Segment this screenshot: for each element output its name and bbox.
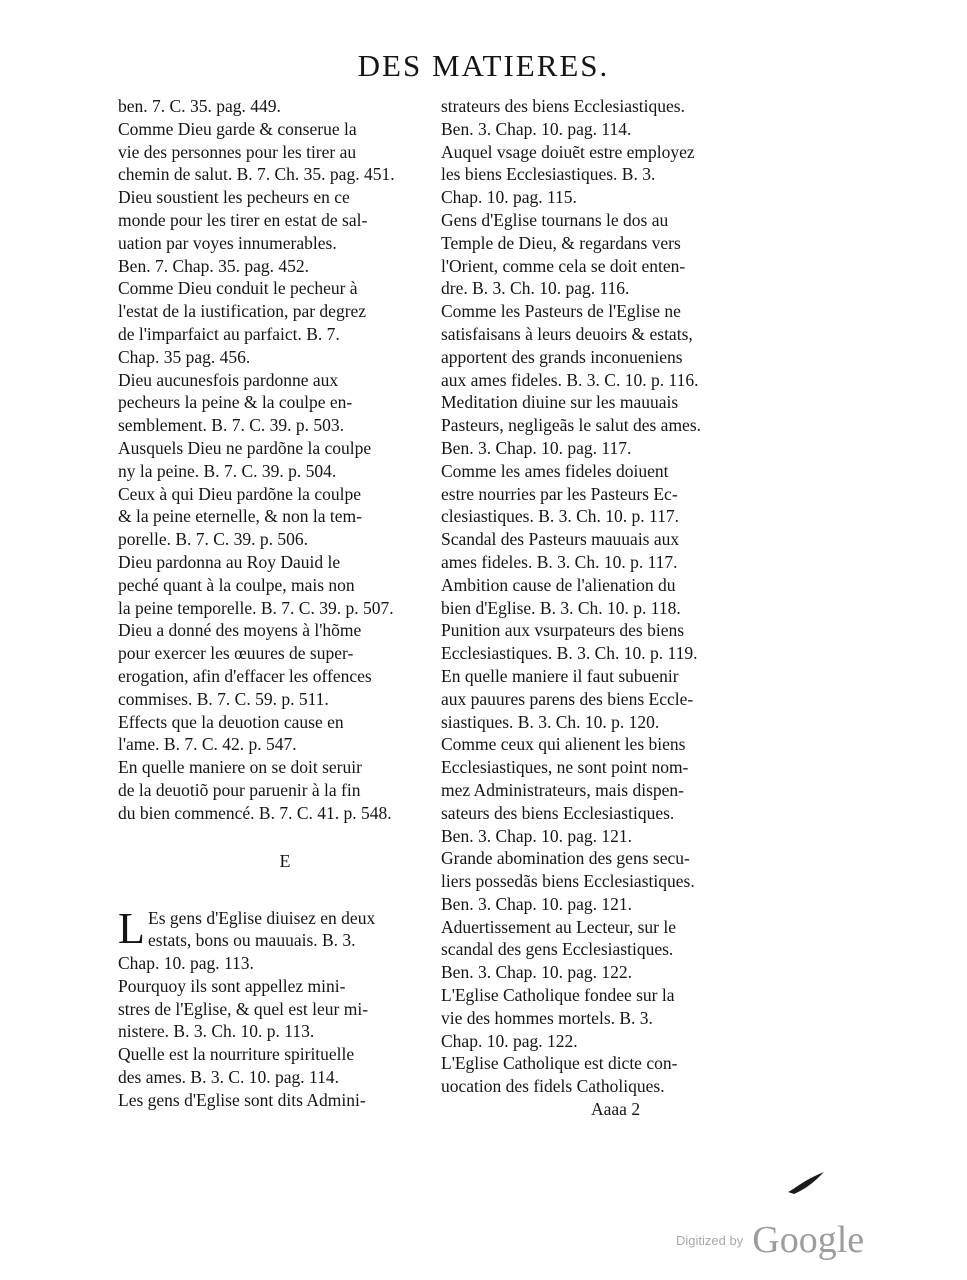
index-line: L'Eglise Catholique est dicte con-	[441, 1053, 678, 1074]
index-line: Dieu pardonna au Roy Dauid le	[118, 551, 341, 572]
index-line: pecheurs la peine & la coulpe en-	[118, 392, 353, 413]
index-line: l'estat de la iustification, par degrez	[118, 301, 367, 322]
index-line: porelle. B. 7. C. 39. p. 506.	[118, 529, 309, 550]
index-line: Punition aux vsurpateurs des biens	[441, 620, 685, 641]
page-title: DES MATIERES.	[357, 48, 610, 83]
index-line: estre nourries par les Pasteurs Ec-	[441, 483, 678, 504]
index-line: la peine temporelle. B. 7. C. 39. p. 507.	[118, 597, 394, 618]
index-line: les biens Ecclesiastiques. B. 3.	[441, 164, 656, 185]
index-line: Gens d'Eglise tournans le dos au	[441, 209, 669, 230]
index-line: vie des hommes mortels. B. 3.	[441, 1007, 653, 1028]
left-column	[118, 95, 428, 1112]
index-line: Scandal des Pasteurs mauuais aux	[441, 529, 680, 550]
index-line: strateurs des biens Ecclesiastiques.	[441, 96, 685, 116]
index-line: Ecclesiastiques. B. 3. Ch. 10. p. 119.	[441, 643, 698, 664]
index-line: Meditation diuine sur les mauuais	[441, 392, 679, 413]
left-entries-d	[118, 95, 428, 825]
index-line: de l'imparfaict au parfaict. B. 7.	[118, 323, 340, 344]
index-line: du bien commencé. B. 7. C. 41. p. 548.	[118, 802, 392, 823]
index-line: scandal des gens Ecclesiastiques.	[441, 939, 674, 960]
index-line: bien d'Eglise. B. 3. Ch. 10. p. 118.	[441, 597, 681, 618]
index-line: uocation des fidels Catholiques.	[441, 1076, 665, 1097]
index-line: L'Eglise Catholique fondee sur la	[441, 985, 675, 1006]
index-line: Ben. 3. Chap. 10. pag. 122.	[441, 962, 633, 983]
index-line: monde pour les tirer en estat de sal-	[118, 209, 368, 230]
index-line: mez Administrateurs, mais dispen-	[441, 779, 685, 800]
index-line: Pourquoy ils sont appellez mini-	[118, 975, 346, 996]
index-line: Dieu aucunesfois pardonne aux	[118, 369, 339, 390]
index-line: uation par voyes innumerables.	[118, 232, 337, 253]
index-line: estats, bons ou mauuais. B. 3.	[148, 930, 356, 951]
left-entries-e	[118, 952, 428, 1112]
index-line: Ben. 3. Chap. 10. pag. 121.	[441, 893, 633, 914]
index-line: commises. B. 7. C. 59. p. 511.	[118, 688, 329, 709]
index-line: Pasteurs, negligeãs le salut des ames.	[441, 415, 702, 436]
index-line: Comme ceux qui alienent les biens	[441, 734, 686, 755]
index-line: Aduertissement au Lecteur, sur le	[441, 916, 676, 937]
index-line: aux pauures parens des biens Eccle-	[441, 688, 694, 709]
index-line: l'Orient, comme cela se doit enten-	[441, 255, 686, 276]
google-watermark	[676, 1218, 864, 1262]
index-line: de la deuotiõ pour paruenir à la fin	[118, 779, 361, 800]
index-line: Temple de Dieu, & regardans vers	[441, 232, 681, 253]
index-line: Ben. 3. Chap. 10. pag. 117.	[441, 437, 632, 458]
index-line: Chap. 35 pag. 456.	[118, 346, 251, 367]
catchword: Aaaa 2	[591, 1099, 641, 1120]
quill-ornament-icon	[786, 1170, 826, 1196]
index-line: Grande abomination des gens secu-	[441, 848, 690, 869]
dropcap-letter: L	[118, 903, 145, 953]
index-line: Chap. 10. pag. 122.	[441, 1030, 578, 1051]
index-line: des ames. B. 3. C. 10. pag. 114.	[118, 1067, 339, 1088]
index-line: aux ames fideles. B. 3. C. 10. p. 116.	[441, 369, 699, 390]
index-line: Comme Dieu conduit le pecheur à	[118, 278, 358, 299]
index-line: Ben. 3. Chap. 10. pag. 114.	[441, 118, 632, 139]
index-line: Comme les Pasteurs de l'Eglise ne	[441, 301, 681, 322]
index-line: Les gens d'Eglise sont dits Admini-	[118, 1089, 366, 1110]
index-line: satisfaisans à leurs deuoirs & estats,	[441, 323, 693, 344]
index-line: peché quant à la coulpe, mais non	[118, 574, 355, 595]
dropcap-paragraph	[118, 903, 428, 953]
index-line: l'ame. B. 7. C. 42. p. 547.	[118, 734, 297, 755]
right-column	[441, 95, 756, 1121]
index-line: Dieu a donné des moyens à l'hõme	[118, 620, 362, 641]
index-line: Ben. 7. Chap. 35. pag. 452.	[118, 255, 310, 276]
watermark-brand: Google	[752, 1219, 865, 1261]
index-line: vie des personnes pour les tirer au	[118, 141, 357, 162]
index-line: Ausquels Dieu ne pardõne la coulpe	[118, 437, 372, 458]
index-line: Quelle est la nourriture spirituelle	[118, 1044, 355, 1065]
index-line: semblement. B. 7. C. 39. p. 503.	[118, 415, 345, 436]
index-line: Dieu soustient les pecheurs en ce	[118, 187, 350, 208]
index-line: Ben. 3. Chap. 10. pag. 121.	[441, 825, 633, 846]
index-line: Auquel vsage doiuẽt estre employez	[441, 141, 695, 162]
index-line: liers possedãs biens Ecclesiastiques.	[441, 871, 695, 892]
index-line: Chap. 10. pag. 115.	[441, 187, 577, 208]
index-line: Ambition cause de l'alienation du	[441, 574, 676, 595]
index-line: En quelle maniere il faut subuenir	[441, 665, 679, 686]
index-line: Ceux à qui Dieu pardõne la coulpe	[118, 483, 361, 504]
index-line: nistere. B. 3. Ch. 10. p. 113.	[118, 1021, 315, 1042]
index-line: ames fideles. B. 3. Ch. 10. p. 117.	[441, 551, 678, 572]
index-line: stres de l'Eglise, & quel est leur mi-	[118, 998, 369, 1019]
page-header	[0, 46, 967, 86]
index-line: Ecclesiastiques, ne sont point nom-	[441, 757, 689, 778]
index-line: pour exercer les œuures de super-	[118, 643, 354, 664]
right-entries	[441, 95, 756, 1098]
index-line: En quelle maniere on se doit seruir	[118, 757, 362, 778]
index-line: Es gens d'Eglise diuisez en deux	[148, 907, 376, 928]
index-line: chemin de salut. B. 7. Ch. 35. pag. 451.	[118, 164, 395, 185]
section-letter: E	[279, 850, 291, 871]
index-line: Comme les ames fideles doiuent	[441, 460, 669, 481]
index-line: & la peine eternelle, & non la tem-	[118, 506, 362, 527]
index-line: dre. B. 3. Ch. 10. pag. 116.	[441, 278, 630, 299]
index-line: ben. 7. C. 35. pag. 449.	[118, 96, 281, 116]
index-line: ny la peine. B. 7. C. 39. p. 504.	[118, 460, 337, 481]
index-line: erogation, afin d'effacer les offences	[118, 665, 372, 686]
index-line: Chap. 10. pag. 113.	[118, 953, 254, 974]
index-line: clesiastiques. B. 3. Ch. 10. p. 117.	[441, 506, 680, 527]
index-line: sateurs des biens Ecclesiastiques.	[441, 802, 675, 823]
index-line: siastiques. B. 3. Ch. 10. p. 120.	[441, 711, 660, 732]
watermark-prefix: Digitized by	[676, 1232, 744, 1248]
index-line: apportent des grands inconueniens	[441, 346, 683, 367]
index-line: Comme Dieu garde & conserue la	[118, 118, 357, 139]
index-line: Effects que la deuotion cause en	[118, 711, 344, 732]
